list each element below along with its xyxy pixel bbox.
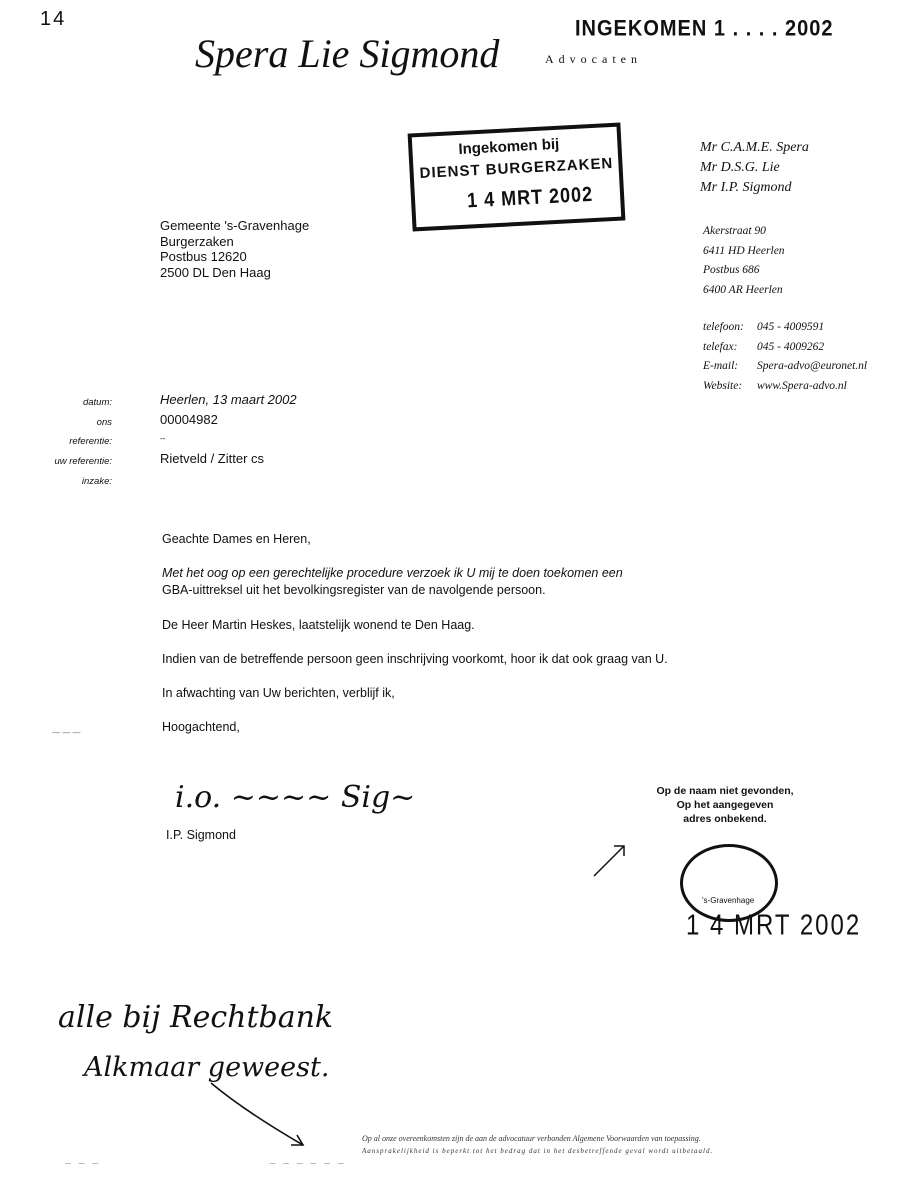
stamp-line-1: Ingekomen bij: [458, 135, 560, 158]
paragraph-person: De Heer Martin Heskes, laatstelijk wonend te Den Haag.: [162, 618, 475, 632]
office-address-line: 6400 AR Heerlen: [703, 283, 783, 296]
value-uw-referentie: --: [160, 434, 166, 444]
label-ons-referentie: ons referentie:: [69, 416, 112, 448]
stamp-line-2: DIENST BURGERZAKEN: [419, 154, 614, 183]
office-address-line: 6411 HD Heerlen: [703, 244, 785, 257]
postal-note-line: Op de naam niet gevonden,: [656, 785, 794, 797]
signatory-name: I.P. Sigmond: [166, 828, 236, 842]
salutation: Geachte Dames en Heren,: [162, 532, 311, 546]
footer-marks: — — — — — — — — —: [65, 1161, 347, 1167]
postal-note-line: Op het aangegeven: [676, 799, 774, 811]
closing: Hoogachtend,: [162, 720, 240, 734]
firm-type: Advocaten: [545, 52, 642, 66]
handwritten-arrow-icon: [205, 1075, 315, 1155]
contact-label: telefoon:: [703, 321, 744, 333]
contact-value: Spera-advo@euronet.nl: [757, 360, 868, 372]
value-inzake: Rietveld / Zitter cs: [160, 451, 265, 467]
letter-body: [162, 532, 668, 734]
recipient-line: Postbus 12620: [160, 249, 247, 264]
paragraph-registration: Indien van de betreffende persoon geen inschrijving voorkomt, hoor ik dat ook graag van U.: [162, 652, 668, 666]
contact-details: [703, 318, 867, 396]
received-stamp-top: INGEKOMEN 1 . . . . 2002: [575, 16, 834, 42]
reference-labels: [52, 393, 112, 492]
paragraph-request-line-2: GBA-uittreksel uit het bevolkingsregister van de navolgende persoon.: [162, 583, 546, 597]
handwritten-note-line-1: alle bij Rechtbank: [58, 1000, 334, 1035]
postal-note-line: adres onbekend.: [683, 813, 767, 825]
contact-row-fax: [703, 338, 867, 358]
lawyer-name: Mr D.S.G. Lie: [700, 160, 780, 175]
contact-label: Website:: [703, 379, 743, 392]
signature-scribble: i.o. ~~~~ Sig~: [175, 780, 416, 815]
postal-return-note: [640, 784, 810, 826]
contact-label: E-mail:: [703, 360, 739, 372]
contact-label: telefax:: [703, 340, 738, 353]
received-stamp: [408, 122, 626, 231]
lawyers-list: [700, 138, 809, 198]
office-address-line: Postbus 686: [703, 264, 760, 276]
recipient-line: Burgerzaken: [160, 233, 234, 249]
footer-terms: Op al onze overeenkomsten zijn de aan de advocatuur verbonden Algemene Voorwaarden van toepassing.: [362, 1134, 701, 1143]
contact-row-website: [703, 377, 867, 397]
firm-name-logo: Spera Lie Sigmond: [195, 31, 500, 76]
contact-value: 045 - 4009591: [757, 321, 825, 333]
contact-row-email: [703, 357, 867, 377]
paragraph-closing-line: In afwachting van Uw berichten, verblijf ik,: [162, 686, 395, 700]
reference-values: [160, 390, 297, 469]
lawyer-name: Mr I.P. Sigmond: [700, 180, 792, 195]
contact-row-phone: [703, 318, 867, 338]
postmark-city: 's-Gravenhage: [702, 896, 755, 905]
recipient-line: 2500 DL Den Haag: [160, 264, 271, 280]
footer-liability: Aansprakelijkheid is beperkt tot het bedrag dat in het desbetreffende geval wordt uitbetaald.: [362, 1147, 714, 1155]
contact-value: 045 - 4009262: [757, 340, 825, 353]
value-datum: Heerlen, 13 maart 2002: [160, 392, 297, 407]
recipient-address: [160, 218, 309, 280]
label-datum: datum:: [82, 397, 112, 408]
page-number: 14: [40, 8, 67, 30]
arrow-icon: [590, 840, 630, 880]
handwritten-note-line-2: Alkmaar geweest.: [84, 1052, 330, 1083]
value-ons-referentie: 00004982: [160, 411, 218, 427]
contact-value: www.Spera-advo.nl: [757, 379, 847, 392]
lawyer-name: Mr C.A.M.E. Spera: [700, 140, 809, 155]
margin-mark: — — —: [52, 728, 81, 737]
recipient-line: Gemeente 's-Gravenhage: [160, 218, 310, 233]
paragraph-request-line-1: Met het oog op een gerechtelijke procedure verzoek ik U mij te doen toekomen een: [162, 566, 623, 580]
office-address-line: Akerstraat 90: [703, 225, 766, 237]
label-inzake: inzake:: [81, 475, 112, 487]
office-address: [703, 222, 785, 300]
stamp-date: 1 4 MRT 2002: [466, 182, 594, 213]
postmark-date: 1 4 MRT 2002: [686, 909, 862, 942]
label-uw-referentie: uw referentie:: [54, 456, 112, 468]
